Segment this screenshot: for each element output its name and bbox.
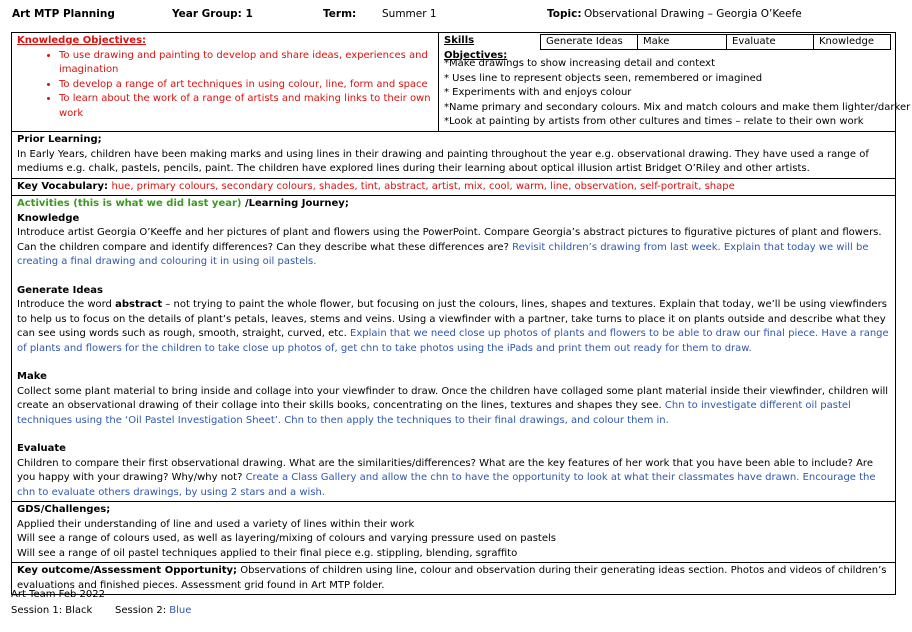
footer-session-1: Session 1: Black [11, 605, 93, 616]
list-item: Will see a range of oil pastel techniques applied to their final piece e.g. stippling, blending, sgraffito [17, 547, 518, 559]
list-item: *Name primary and secondary colours. Mix and match colours and make them lighter/darker [444, 101, 911, 113]
prior-learning-heading: Prior Learning; [17, 134, 102, 145]
prior-learning-row [12, 132, 896, 179]
tab-make: Make [637, 34, 727, 50]
key-vocabulary-terms: hue, primary colours, secondary colours, shades, tint, abstract, artist, mix, cool, warm, line, observation, self-portrait, shape [111, 180, 735, 192]
skills-objectives-cell [439, 33, 911, 132]
skills-tabs [541, 34, 891, 50]
generate-ideas-title: Generate Ideas [17, 284, 103, 296]
term-value: Summer 1 [382, 8, 437, 20]
knowledge-section-title: Knowledge [17, 212, 80, 224]
term-label: Term: [323, 8, 357, 20]
make-section-title: Make [17, 371, 47, 382]
key-vocabulary-row [12, 178, 896, 196]
key-vocabulary-cell: Key Vocabulary: hue, primary colours, secondary colours, shades, tint, abstract, artist, mix, cool, warm, line, observation, self-portrait, shape [12, 178, 896, 196]
key-vocabulary-heading: Key Vocabulary [17, 180, 104, 192]
tab-evaluate: Evaluate [726, 34, 814, 50]
gds-heading: GDS/Challenges; [17, 504, 111, 515]
footer-team: Art Team Feb 2022 [11, 589, 105, 600]
list-item: Applied their understanding of line and used a variety of lines within their work [17, 518, 415, 530]
list-item: *Look at painting by artists from other cultures and times – relate to their own work [444, 116, 864, 127]
knowledge-objectives-list [17, 49, 434, 122]
year-group: Year Group: 1 [172, 8, 253, 20]
objectives-row [12, 33, 896, 132]
planning-table [11, 32, 911, 595]
list-item: • To learn about the work of a range of artists and making links to their own work [59, 92, 434, 121]
list-item: * Experiments with and enjoys colour [444, 87, 632, 98]
activities-row [12, 196, 896, 502]
generate-ideas-text: Introduce the word abstract – not trying to paint the whole flower, but focusing on just the colours, lines, shapes and textures. Explain that today, we’ll be using viewfinders to help us to focus on the details of plant’s petals, leaves, stems and veins. Using a viewfinder with a partner, take turns to place it on plants outside and describe what they can see using words such as rough, smooth, straight, curved, etc. Explain that we need close up photos of plants and flowers to be able to draw our final piece. Have a range of plants and flowers for the children to take close up photos of, get chn to take photos using the iPads and print them out ready for them to draw. [17, 299, 889, 354]
list-item: Will see a range of colours used, as well as layering/mixing of colours and varying pressure used on pastels [17, 533, 556, 544]
outcome-text: Key outcome/Assessment Opportunity; Observations of children using line, colour and observation during their generating ideas section. Photos and videos of children’s evaluations and finished pieces. Assessment grid found in Art MTP folder. [17, 565, 887, 591]
tab-generate-ideas: Generate Ideas [540, 34, 638, 50]
page-title: Art MTP Planning [12, 8, 115, 20]
knowledge-section-text: Introduce artist Georgia O’Keeffe and her pictures of plant and flowers using the PowerPoint. Compare Georgia’s abstract pictures to figurative pictures of plant and flowers. Can the children compare and identify differences? Can they describe what these differences are? Revisit children’s drawing from last week. Explain that today we will be creating a final drawing and colouring it in using oil pastels. [17, 227, 882, 267]
tab-knowledge: Knowledge [813, 34, 891, 50]
knowledge-objectives-cell [12, 33, 439, 132]
activities-heading: Activities (this is what we did last year) /Learning Journey; [17, 198, 349, 209]
skills-objectives-header [444, 34, 891, 61]
prior-learning-text: In Early Years, children have been making marks and using lines in their drawing and painting throughout the year e.g. observational drawing. They have used a range of mediums e.g. chalk, pastels, pencils, paint. The children have explored lines during their learning about optical illusion artist Bridget O’Riley and other artists. [17, 148, 869, 174]
list-item: *Make drawings to show increasing detail and context [444, 58, 715, 69]
evaluate-section-text: Children to compare their first observational drawing. What are the similarities/differences? What are the key features of her work that you have been able to include? Are you happy with your drawing? Why/why not? Create a Class Gallery and allow the chn to have the opportunity to look at what their classmates have drawn. Encourage the chn to evaluate others drawings, by using 2 stars and a wish. [17, 457, 876, 498]
activities-cell [12, 196, 896, 502]
list-item: • To develop a range of art techniques in using colour, line, form and space [59, 78, 434, 93]
skills-list [444, 57, 911, 130]
gds-row [12, 502, 896, 563]
evaluate-section-title: Evaluate [17, 443, 66, 454]
skills-objectives-heading: Skills Objectives: [444, 35, 508, 61]
footer-session-2: Session 2: Blue [115, 605, 192, 616]
list-item: • To use drawing and painting to develop and share ideas, experiences and imagination [59, 49, 434, 78]
outcome-cell [12, 563, 896, 595]
outcome-row [12, 563, 896, 595]
topic-label: Topic: [547, 8, 582, 20]
list-item: * Uses line to represent objects seen, remembered or imagined [444, 72, 763, 84]
topic-value: Observational Drawing – Georgia O’Keefe [584, 8, 802, 20]
make-section-text: Collect some plant material to bring inside and collage into your viewfinder to draw. Once the children have collaged some plant material inside their viewfinder, children will create an observational drawing of their collage into their skills books, concentrating on the lines, textures and shapes they see. Chn to investigate different oil pastel techniques using the ‘Oil Pastel Investigation Sheet’. Chn to then apply the techniques to their final drawings, and colour them in. [17, 385, 889, 426]
gds-cell [12, 502, 896, 563]
prior-learning-cell [12, 132, 896, 179]
knowledge-objectives-heading: Knowledge Objectives: [17, 35, 147, 46]
